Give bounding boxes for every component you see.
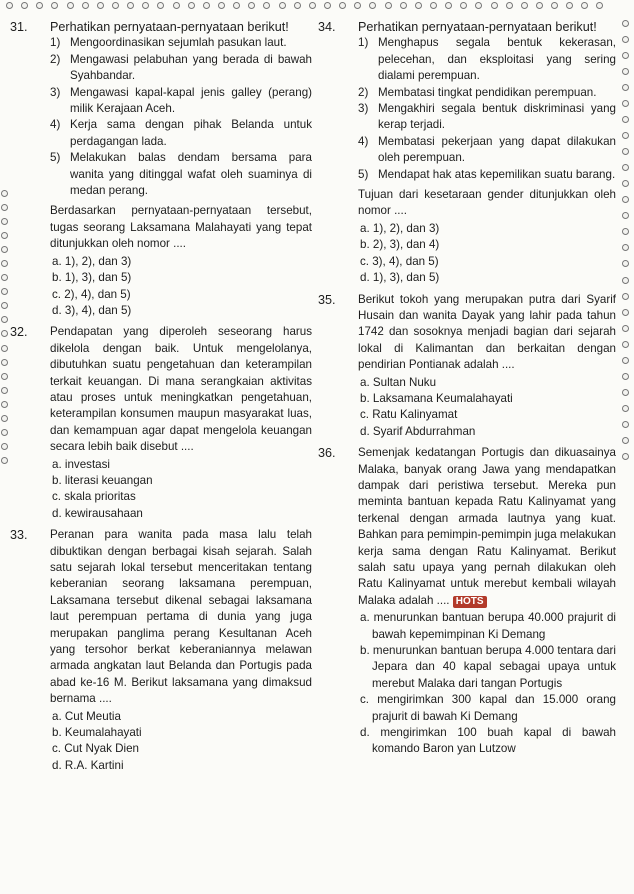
question-stem: Peranan para wanita pada masa lalu telah dibuktikan dengan berbagai kisah sejarah. Salah satu sejarah lokal tersebut menceritakan tentang keberanian seorang laksamana perempuan, Laksamana tersebut dikenal sebagai laksamana laut perempuan pertama di dunia yang juga merupakan panglima perang Kesultanan Aceh yang tersohor berkat keberaniannya melawan armada angkatan laut Belanda dan Portugis pada abad ke-16 M. Berikut laksamana yang dimaksud bernama .... xyxy=(50,528,312,706)
answer-option-b[interactable]: b. 1), 3), dan 5) xyxy=(52,271,132,285)
question-31 xyxy=(10,19,312,319)
answer-option-d[interactable]: d. R.A. Kartini xyxy=(52,758,124,772)
question-intro: Perhatikan pernyataan-pernyataan berikut! xyxy=(50,20,289,34)
answer-option-a[interactable]: a. Sultan Nuku xyxy=(360,375,437,389)
statement: 5) Melakukan balas dendam bersama para wanita yang ditinggal wafat oleh suaminya di medan perang. xyxy=(50,151,312,198)
question-number: 34. xyxy=(318,20,336,34)
question-number: 32. xyxy=(10,325,28,340)
answer-option-c[interactable]: c. mengirimkan 300 kapal dan 15.000 orang prajurit di bawah Ki Demang xyxy=(360,693,616,723)
statement: 2) Mengawasi pelabuhan yang berada di bawah Syahbandar. xyxy=(50,52,312,83)
statement: 2) Membatasi tingkat pendidikan perempuan. xyxy=(358,85,597,99)
answer-option-a[interactable]: a. investasi xyxy=(52,457,110,471)
question-number: 35. xyxy=(318,292,336,307)
question-number: 36. xyxy=(318,446,336,461)
question-intro: Perhatikan pernyataan-pernyataan berikut! xyxy=(358,20,597,34)
question-36 xyxy=(318,445,616,758)
question-stem: Pendapatan yang diperoleh seseorang harus dikelola dengan baik. Untuk mengelolanya, dibutuhkan suatu pengetahuan dan keterampilan terkait keuangan. Di mana serangkaian aktivitas atau proses untuk meningkatkan pengetahuan, keterampilan konsumen maupun masyarakat luas, dan kemampuan agar dapat mengelola keuangan secara lebih baik disebut .... xyxy=(50,325,312,454)
statement: 5) Mendapat hak atas kepemilikan suatu barang. xyxy=(358,167,616,181)
binder-rings-right xyxy=(622,20,630,460)
answer-option-b[interactable]: b. literasi keuangan xyxy=(52,473,153,487)
statement: 1) Mengoordinasikan sejumlah pasukan laut. xyxy=(50,36,287,50)
question-stem: Tujuan dari kesetaraan gender ditunjukkan oleh nomor .... xyxy=(358,188,616,218)
answer-option-d[interactable]: d. Syarif Abdurrahman xyxy=(360,424,476,438)
answer-option-b[interactable]: b. 2), 3), dan 4) xyxy=(360,238,440,252)
right-column xyxy=(318,19,616,763)
question-stem: Berikut tokoh yang merupakan putra dari Syarif Husain dan wanita Dayak yang lahir pada tahun 1742 dan sosoknya menjadi bagian dari sejarah lokal di Kalimantan dan berkaitan dengan pendirian Pontianak adalah .... xyxy=(358,292,616,372)
question-number: 31. xyxy=(10,20,28,34)
answer-option-c[interactable]: c. Cut Nyak Dien xyxy=(52,742,139,756)
answer-option-b[interactable]: b. Laksamana Keumalahayati xyxy=(360,391,513,405)
answer-option-b[interactable]: b. Keumalahayati xyxy=(52,726,142,740)
binder-rings-left xyxy=(1,190,9,464)
question-stem: Berdasarkan pernyataan-pernyataan tersebut, tugas seorang Laksamana Malahayati yang tepat ditunjukkan oleh nomor .... xyxy=(50,204,312,251)
left-column xyxy=(10,19,312,779)
answer-option-a[interactable]: a. 1), 2), dan 3) xyxy=(52,254,132,268)
answer-option-a[interactable]: a. 1), 2), dan 3) xyxy=(360,221,440,235)
binder-rings-top xyxy=(6,2,604,10)
question-32 xyxy=(10,324,312,522)
question-stem xyxy=(358,445,616,609)
question-34 xyxy=(318,19,616,287)
question-33 xyxy=(10,527,312,774)
answer-option-d[interactable]: d. 3), 4), dan 5) xyxy=(52,303,132,317)
answer-option-b[interactable]: b. menurunkan bantuan berupa 4.000 tentara dari Jepara dan 40 kapal sebagai upaya untuk merebut Malaka dari tangan Portugis xyxy=(360,644,616,690)
statement: 4) Membatasi pekerjaan yang dapat dilakukan oleh perempuan. xyxy=(358,134,616,165)
question-stem-text: Semenjak kedatangan Portugis dan dikuasainya Malaka, banyak orang Jawa yang mendapatkan dampak dari peristiwa tersebut. Mereka pun meminta bantuan kepada Ratu Kalinyamat yang terkenal dengan armada lautnya yang kuat. Bahkan para pemimpin-pemimpin juga melakukan kerja sama dengan Ratu Kalinyamat. Berikut salah satu upaya yang pernah dilakukan oleh Ratu Kalinyamat untuk merebut kembali wilayah Malaka adalah .... xyxy=(358,446,616,607)
statement: 3) Mengawasi kapal-kapal jenis galley (perang) milik Kerajaan Aceh. xyxy=(50,85,312,116)
statement: 4) Kerja sama dengan pihak Belanda untuk perdagangan lada. xyxy=(50,118,312,148)
answer-option-a[interactable]: a. Cut Meutia xyxy=(52,709,121,723)
hots-badge: HOTS xyxy=(453,596,487,608)
answer-option-a[interactable]: a. menurunkan bantuan berupa 40.000 prajurit di bawah kepemimpinan Ki Demang xyxy=(360,611,616,641)
question-number: 33. xyxy=(10,528,28,543)
answer-option-c[interactable]: c. 3), 4), dan 5) xyxy=(360,254,439,268)
answer-option-d[interactable]: d. kewirausahaan xyxy=(52,506,143,520)
answer-option-c[interactable]: c. 2), 4), dan 5) xyxy=(52,287,131,301)
answer-option-d[interactable]: d. 1), 3), dan 5) xyxy=(360,271,440,285)
statement: 1) Menghapus segala bentuk kekerasan, pelecehan, dan eksploitasi yang sering dialami perempuan. xyxy=(358,36,616,83)
answer-option-d[interactable]: d. mengirimkan 100 buah kapal di bawah komando Baron yan Lutzow xyxy=(360,726,616,756)
question-35 xyxy=(318,292,616,441)
answer-option-c[interactable]: c. Ratu Kalinyamat xyxy=(360,408,458,422)
answer-option-c[interactable]: c. skala prioritas xyxy=(52,490,136,504)
statement: 3) Mengakhiri segala bentuk diskriminasi yang kerap terjadi. xyxy=(358,102,616,132)
